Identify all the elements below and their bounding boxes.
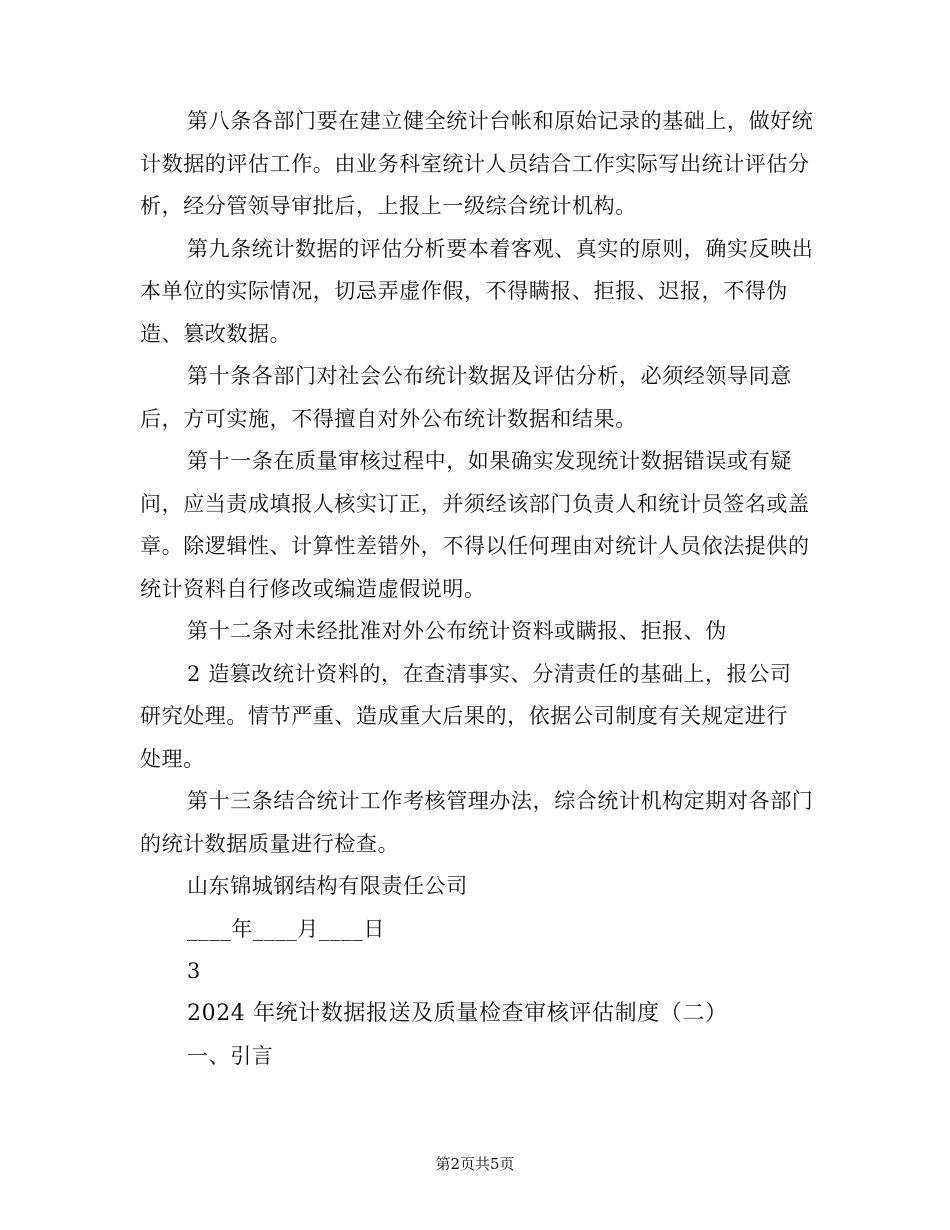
- article-12-continuation-3: 处理。: [140, 746, 205, 771]
- article-8: 第八条各部门要在建立健全统计台帐和原始记录的基础上，做好统计数据的评估工作。由业务科室统计人员结合工作实际写出统计评估分析，经分管领导审批后，上报上一级综合统计机构。: [140, 109, 814, 218]
- date-line: ____年____月____日: [187, 916, 385, 941]
- section-title: 2024 年统计数据报送及质量检查审核评估制度（二）: [187, 1000, 728, 1026]
- article-12-continuation-2: 研究处理。情节严重、造成重大后果的，依据公司制度有关规定进行: [140, 704, 788, 728]
- page-marker: 3: [187, 959, 201, 983]
- document-body: [140, 100, 820, 1078]
- article-9: 第九条统计数据的评估分析要本着客观、真实的原则，确实反映出本单位的实际情况，切忌弄虚作假，不得瞒报、拒报、迟报，不得伪造、篡改数据。: [140, 236, 814, 346]
- page-footer: 第2页共5页: [435, 1155, 515, 1173]
- article-12-continuation-1: 2 造篡改统计资料的，在查清事实、分清责任的基础上，报公司: [187, 661, 792, 686]
- article-13: 第十三条结合统计工作考核管理办法，综合统计机构定期对各部门的统计数据质量进行检查。: [140, 789, 814, 856]
- heading-introduction: 一、引言: [187, 1044, 274, 1068]
- article-10: 第十条各部门对社会公布统计数据及评估分析，必须经领导同意后，方可实施，不得擅自对外公布统计数据和结果。: [140, 364, 792, 431]
- article-11: 第十一条在质量审核过程中，如果确实发现统计数据错误或有疑问，应当责成填报人核实订正，并须经该部门负责人和统计员签名或盖章。除逻辑性、计算性差错外，不得以任何理由对统计人员依法提供的统计资料自行修改或编造虚假说明。: [140, 449, 810, 601]
- article-12-start: 第十二条对未经批准对外公布统计资料或瞒报、拒报、伪: [187, 619, 727, 643]
- company-name: 山东锦城钢结构有限责任公司: [187, 874, 468, 898]
